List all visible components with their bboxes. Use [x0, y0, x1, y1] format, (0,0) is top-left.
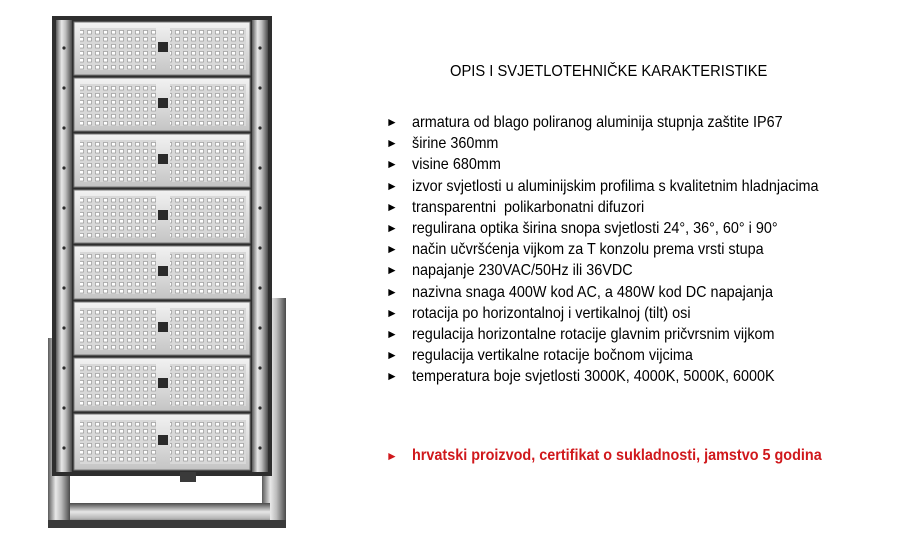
bullet-arrow-icon: ►: [386, 242, 398, 257]
spec-list: [386, 112, 911, 387]
list-item: ► visine 680mm: [386, 154, 911, 175]
led-floodlight-image: [30, 8, 330, 543]
list-item: ► transparentni polikarbonatni difuzori: [386, 197, 911, 218]
bullet-arrow-icon: ►: [386, 220, 398, 235]
bullet-arrow-icon: ►: [386, 115, 398, 129]
bullet-arrow-icon: ►: [386, 369, 398, 384]
list-item: ► rotacija po horizontalnoj i vertikalnoj (tilt) osi: [386, 303, 911, 324]
list-item: ► napajanje 230VAC/50Hz ili 36VDC: [386, 260, 911, 281]
bullet-arrow-icon: ►: [386, 305, 398, 320]
document-title: OPIS I SVJETLOTEHNIČKE KARAKTERISTIKE: [450, 63, 768, 80]
bullet-arrow-icon: ►: [386, 263, 398, 278]
list-item: ► nazivna snaga 400W kod AC, a 480W kod DC napajanja: [386, 282, 911, 303]
list-item: ► regulacija horizontalne rotacije glavnim pričvrsnim vijkom: [386, 324, 911, 345]
bullet-arrow-icon: ►: [386, 348, 398, 363]
list-item: ► izvor svjetlosti u aluminijskim profilima s kvalitetnim hladnjacima: [386, 176, 911, 197]
bullet-arrow-icon: ►: [386, 136, 398, 151]
list-item: ► širine 360mm: [386, 133, 911, 154]
highlight-statement: ► hrvatski proizvod, certifikat o sukladnosti, jamstvo 5 godina: [386, 444, 916, 468]
list-item: ► regulacija vertikalne rotacije bočnom vijcima: [386, 345, 911, 366]
bullet-arrow-icon: ►: [386, 449, 398, 463]
list-item: ► način učvršćenja vijkom za T konzolu prema vrsti stupa: [386, 239, 911, 260]
list-item: ► temperatura boje svjetlosti 3000K, 4000K, 5000K, 6000K: [386, 366, 911, 387]
bullet-arrow-icon: ►: [386, 326, 398, 341]
bullet-arrow-icon: ►: [386, 178, 398, 193]
bullet-arrow-icon: ►: [386, 157, 398, 172]
list-item: ► regulirana optika širina snopa svjetlosti 24°, 36°, 60° i 90°: [386, 218, 911, 239]
bullet-arrow-icon: ►: [386, 284, 398, 299]
list-item: ► armatura od blago poliranog aluminija stupnja zaštite IP67: [386, 112, 911, 133]
bullet-arrow-icon: ►: [386, 199, 398, 214]
